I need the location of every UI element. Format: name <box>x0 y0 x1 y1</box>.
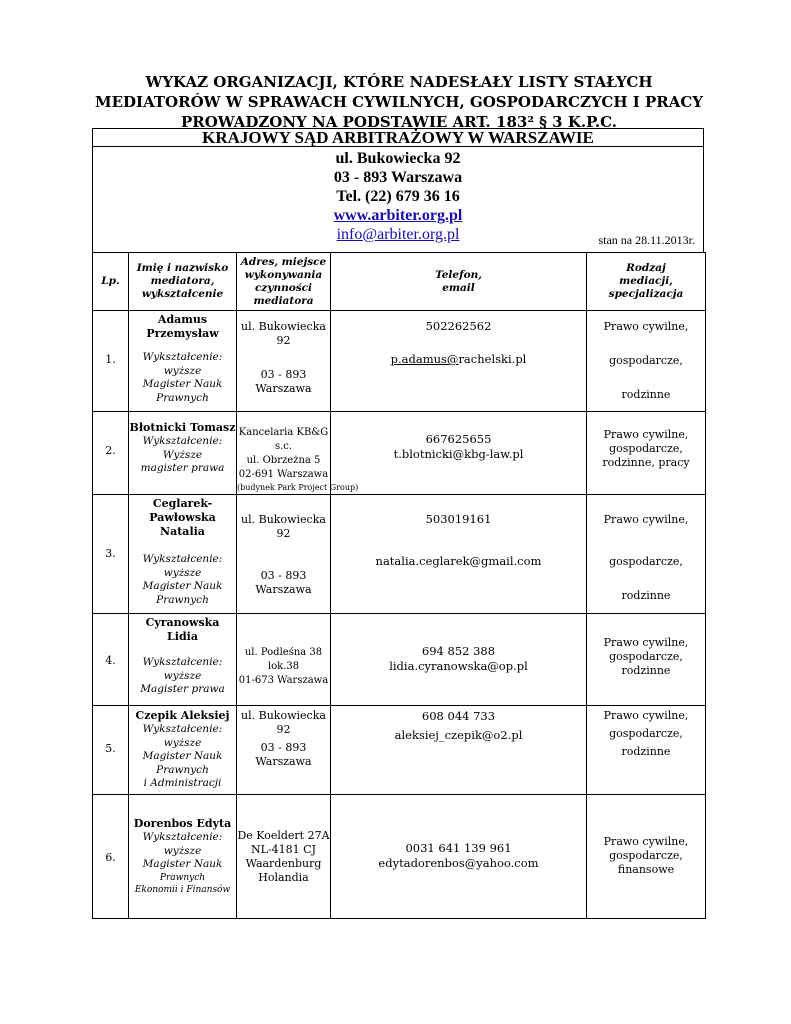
row-lp-cell <box>93 412 129 495</box>
specialization-line: gospodarcze, <box>609 442 683 455</box>
address-line: De Koeldert 27A <box>237 829 330 842</box>
row-name-cell <box>129 311 237 412</box>
table-header-row <box>93 253 706 311</box>
row-lp-cell <box>93 614 129 706</box>
education-line: wyższe <box>163 736 202 749</box>
header-name <box>129 253 237 311</box>
specialization-line: gospodarcze, <box>609 555 683 568</box>
email-user[interactable]: p.adamus@ <box>390 352 459 366</box>
row-lp-cell <box>93 311 129 412</box>
header-specialization <box>587 253 706 311</box>
row-name-cell <box>129 412 237 495</box>
address-line: 03 - 893 Warszawa <box>255 569 312 596</box>
mediator-name: Lidia <box>167 630 198 643</box>
education-line: Prawnych <box>156 391 209 404</box>
mediator-name: Cyranowska <box>145 616 220 629</box>
header-address-line: wykonywania <box>244 268 323 281</box>
header-address <box>237 253 331 311</box>
email-address[interactable]: aleksiej_czepik@o2.pl <box>394 728 523 742</box>
email-address[interactable]: edytadorenbos@yahoo.com <box>378 856 539 870</box>
court-website-link[interactable]: www.arbiter.org.pl <box>333 207 463 224</box>
table-row <box>93 614 706 706</box>
specialization-line: gospodarcze, <box>609 354 683 367</box>
header-phone-line: email <box>442 281 475 294</box>
row-spec-cell <box>587 706 706 795</box>
specialization-line: gospodarcze, <box>609 849 683 862</box>
row-address-cell <box>237 412 359 495</box>
address-line: (budynek Park Project Group) <box>237 483 359 492</box>
header-address-line: mediatora <box>253 294 314 307</box>
education-line: wyższe <box>163 669 202 682</box>
phone-number: 694 852 388 <box>421 644 496 658</box>
specialization-line: rodzinne <box>621 745 671 758</box>
row-spec-cell <box>587 495 706 614</box>
education-line: Wykształcenie: <box>142 656 223 668</box>
specialization-line: gospodarcze, <box>609 727 683 740</box>
row-spec-cell <box>587 412 706 495</box>
education-line: Magister Nauk <box>142 378 223 390</box>
education-line: Wykształcenie: <box>142 723 223 735</box>
row-address-cell <box>237 495 331 614</box>
court-name: KRAJOWY SĄD ARBITRAŻOWY W WARSZAWIE <box>92 128 704 147</box>
education-line: Magister prawa <box>140 683 225 695</box>
address-line: ul. Bukowiecka 92 <box>241 513 326 540</box>
row-lp-cell <box>93 706 129 795</box>
row-spec-cell <box>587 311 706 412</box>
education-line: Prawnych <box>156 593 209 606</box>
header-address-line: czynności <box>254 281 313 294</box>
row-contact-cell <box>331 795 587 919</box>
row-contact-cell <box>331 311 587 412</box>
row-number: 3. <box>105 547 116 560</box>
education-line: wyższe <box>163 364 202 377</box>
education-line: Wykształcenie: <box>142 435 223 447</box>
education-line: Magister Nauk <box>142 750 223 762</box>
row-spec-cell <box>587 614 706 706</box>
specialization-line: rodzinne <box>621 589 671 602</box>
mediator-name: Czepik Aleksiej <box>135 709 230 722</box>
header-phone-line: Telefon, <box>435 268 482 281</box>
specialization-line: finansowe <box>617 863 675 876</box>
phone-number: 667625655 <box>425 432 492 446</box>
education-line: Wykształcenie: <box>142 553 223 565</box>
header-name-line: Imię i nazwisko <box>136 262 229 274</box>
row-number: 2. <box>105 444 116 457</box>
specialization-line: rodzinne <box>621 664 671 677</box>
header-name-line: wykształcenie <box>141 288 224 300</box>
mediator-name: Błotnicki Tomasz <box>129 421 236 434</box>
table-row <box>93 495 706 614</box>
mediators-table <box>92 252 706 919</box>
row-lp-cell <box>93 495 129 614</box>
court-city: 03 - 893 Warszawa <box>333 169 463 186</box>
title-line-3: PROWADZONY NA PODSTAWIE ART. 183² § 3 K.P.C. <box>180 113 618 131</box>
specialization-line: Prawo cywilne, <box>603 428 689 441</box>
court-street: ul. Bukowiecka 92 <box>335 150 461 167</box>
address-line: ul. Podleśna 38 lok.38 <box>244 647 323 672</box>
address-line: ul. Bukowiecka 92 <box>241 709 326 736</box>
education-line: Magister Nauk <box>142 858 223 870</box>
row-contact-cell <box>331 412 587 495</box>
address-line: 03 - 893 Warszawa <box>255 741 312 768</box>
table-row <box>93 795 706 919</box>
header-lp <box>93 253 129 311</box>
specialization-line: Prawo cywilne, <box>603 636 689 649</box>
header-lp-label: Lp. <box>101 275 120 287</box>
table-row <box>93 412 706 495</box>
court-contact-block <box>92 147 704 252</box>
row-address-cell <box>237 795 331 919</box>
row-contact-cell <box>331 614 587 706</box>
address-line: 03 - 893 Warszawa <box>255 368 312 395</box>
row-number: 5. <box>105 742 116 755</box>
row-address-cell <box>237 706 331 795</box>
education-line: Wykształcenie: <box>142 351 223 363</box>
mediator-name: Dorenbos Edyta <box>133 817 232 830</box>
mediator-name: Pawłowska <box>149 511 216 524</box>
header-spec-line: specjalizacja <box>608 288 684 300</box>
row-name-cell <box>129 706 237 795</box>
header-spec-line: mediacji, <box>619 275 673 287</box>
education-line: Prawnych <box>156 763 209 776</box>
header-address-line: Adres, miejsce <box>240 255 327 268</box>
mediator-name: Ceglarek- <box>152 497 213 510</box>
education-line: Magister Nauk <box>142 580 223 592</box>
specialization-line: Prawo cywilne, <box>603 709 689 722</box>
row-name-cell <box>129 495 237 614</box>
education-line: Wykształcenie: <box>142 831 223 843</box>
specialization-line: Prawo cywilne, <box>603 835 689 848</box>
specialization-line: rodzinne, pracy <box>602 456 690 469</box>
education-line: Ekonomii i Finansów <box>134 884 231 895</box>
row-number: 1. <box>105 353 116 366</box>
email-address[interactable] <box>331 352 586 367</box>
address-line: Waardenburg <box>245 857 322 870</box>
specialization-line: gospodarcze, <box>609 650 683 663</box>
email-address[interactable]: lidia.cyranowska@op.pl <box>389 659 528 673</box>
education-line: Wyższe <box>162 448 203 461</box>
specialization-line: rodzinne <box>621 388 671 401</box>
address-line: Kancelaria KB&G s.c. <box>238 427 329 452</box>
title-line-1: WYKAZ ORGANIZACJI, KTÓRE NADESŁAŁY LISTY STAŁYCH <box>145 73 653 91</box>
address-line: ul. Bukowiecka 92 <box>241 320 326 347</box>
education-line: i Administracji <box>143 777 222 789</box>
header-phone-email <box>331 253 587 311</box>
court-email-link[interactable]: info@arbiter.org.pl <box>336 226 460 243</box>
email-domain[interactable]: rachelski.pl <box>458 352 527 366</box>
education-line: Prawnych <box>159 872 206 883</box>
row-spec-cell <box>587 795 706 919</box>
row-name-cell <box>129 795 237 919</box>
phone-number: 0031 641 139 961 <box>405 841 512 855</box>
address-line: Holandia <box>258 871 309 884</box>
mediator-name: Adamus <box>157 313 208 326</box>
status-date: stan na 28.11.2013r. <box>598 233 695 247</box>
table-row <box>93 706 706 795</box>
row-address-cell <box>237 311 331 412</box>
phone-number: 608 044 733 <box>421 709 496 723</box>
mediator-name: Przemysław <box>146 327 219 340</box>
address-line: 02-691 Warszawa <box>238 469 329 480</box>
row-number: 4. <box>105 654 116 667</box>
specialization-line: Prawo cywilne, <box>603 320 689 333</box>
row-number: 6. <box>105 851 116 864</box>
row-address-cell <box>237 614 331 706</box>
phone-number: 503019161 <box>425 512 492 526</box>
education-line: wyższe <box>163 566 202 579</box>
mediator-name: Natalia <box>160 525 205 538</box>
document-title <box>92 72 706 132</box>
row-contact-cell <box>331 706 587 795</box>
email-address[interactable]: natalia.ceglarek@gmail.com <box>375 554 542 568</box>
title-line-2: MEDIATORÓW W SPRAWACH CYWILNYCH, GOSPODARCZYCH I PRACY <box>95 93 703 111</box>
address-line: NL-4181 CJ <box>251 843 316 856</box>
row-name-cell <box>129 614 237 706</box>
row-lp-cell <box>93 795 129 919</box>
phone-number: 502262562 <box>425 319 492 333</box>
table-row <box>93 311 706 412</box>
email-address[interactable]: t.blotnicki@kbg-law.pl <box>393 447 524 461</box>
education-line: wyższe <box>163 844 202 857</box>
header-spec-line: Rodzaj <box>626 262 666 274</box>
specialization-line: Prawo cywilne, <box>603 513 689 526</box>
education-line: magister prawa <box>140 462 225 474</box>
address-line: ul. Obrzeżna 5 <box>246 455 321 466</box>
court-phone: Tel. (22) 679 36 16 <box>336 188 460 205</box>
address-line: 01-673 Warszawa <box>238 675 329 686</box>
row-contact-cell <box>331 495 587 614</box>
header-name-line: mediatora, <box>150 275 215 287</box>
